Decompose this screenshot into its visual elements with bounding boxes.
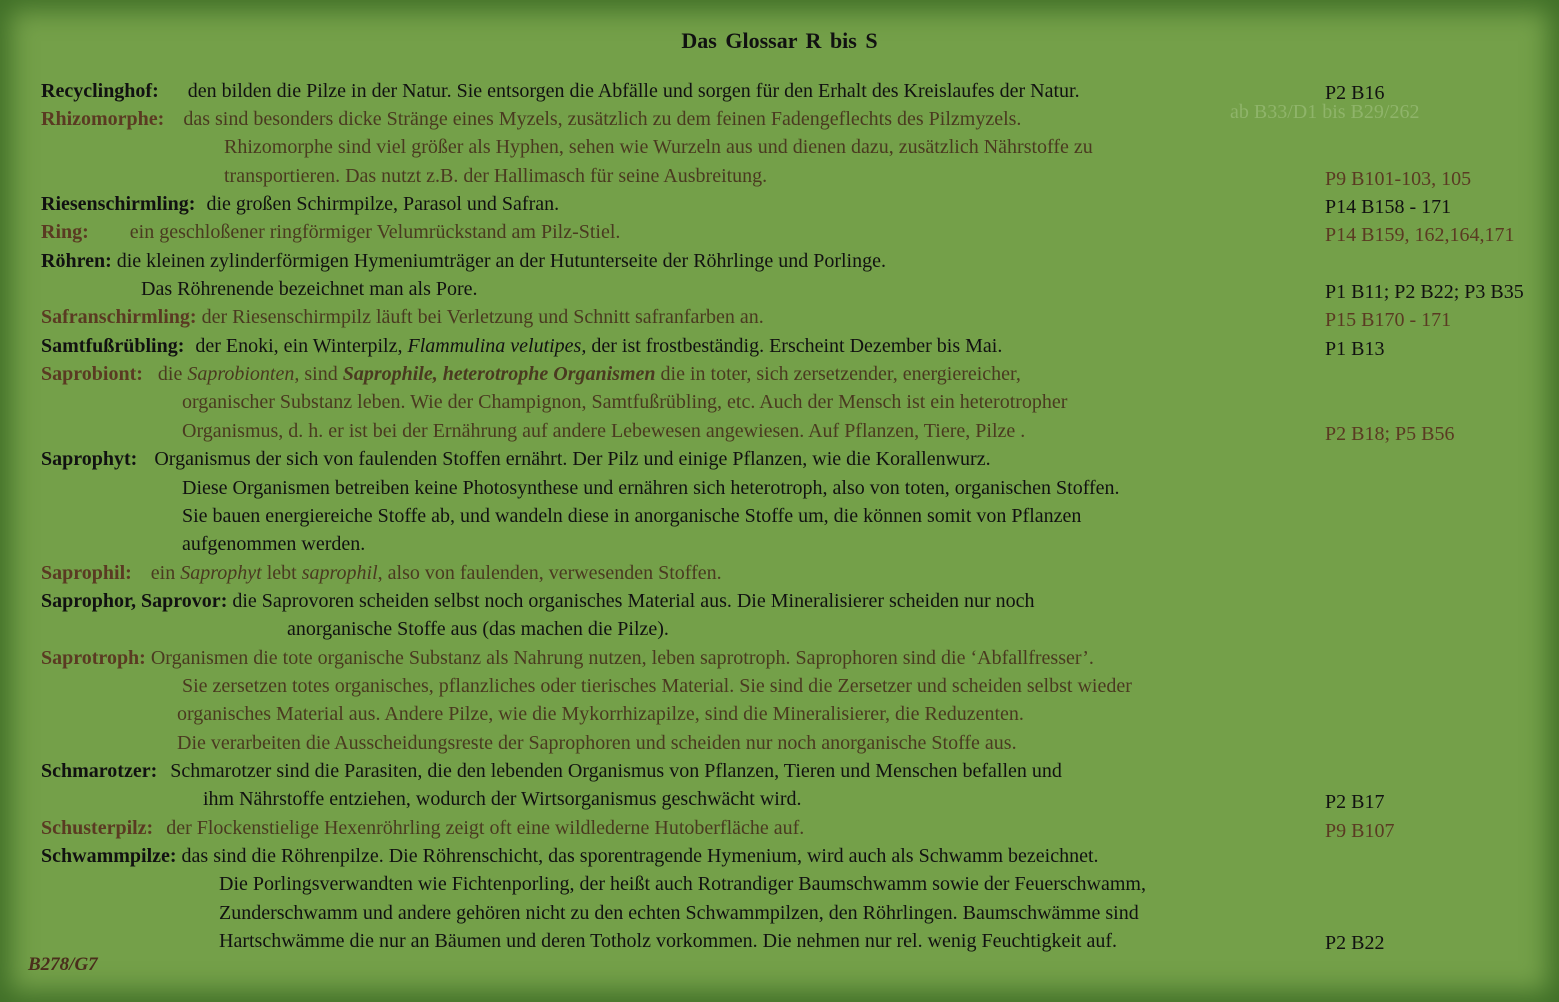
definition-text: die Saprobionten, sind Saprophile, heterotrophe Organismen die in toter, sich zersetzender, energiereicher, xyxy=(157,363,1021,385)
reference: P14 B158 - 171 xyxy=(1325,196,1452,218)
definition-text: der Flockenstielige Hexenröhrling zeigt oft eine wildlederne Hutoberfläche auf. xyxy=(166,817,805,839)
definition-continuation: Diese Organismen betreiben keine Photosynthese und ernähren sich heterotroph, also von toten, organischen Stoffen. xyxy=(182,477,1120,499)
glossary-entry-recyclinghof xyxy=(41,80,1080,103)
term-label: Rhizomorphe: xyxy=(41,108,165,130)
page-title: Das Glossar R bis S xyxy=(681,28,878,53)
definition-continuation: Rhizomorphe sind viel größer als Hyphen, sehen wie Wurzeln aus und dienen dazu, zusätzlich Nährstoffe zu xyxy=(224,136,1093,158)
glossary-entry-saprophor xyxy=(41,590,1035,613)
definition-continuation: organisches Material aus. Andere Pilze, wie die Mykorrhizapilze, sind die Mineralisierer, die Reduzenten. xyxy=(177,703,1024,725)
term-label: Safranschirmling: xyxy=(41,306,197,328)
reference: P2 B16 xyxy=(1325,82,1385,104)
reference: P1 B11; P2 B22; P3 B35 xyxy=(1325,281,1524,303)
definition-continuation: Zunderschwamm und andere gehören nicht zu den echten Schwammpilzen, den Röhrlingen. Baumschwämme sind xyxy=(219,902,1139,924)
definition-continuation: Organismus, d. h. er ist bei der Ernährung auf andere Lebewesen angewiesen. Auf Pflanzen, Tiere, Pilze . xyxy=(182,420,1026,442)
definition-text: ein Saprophyt lebt saprophil, also von faulenden, verwesenden Stoffen. xyxy=(150,562,722,584)
term-label: Ring: xyxy=(41,221,89,243)
definition-text: ein geschloßener ringförmiger Velumrückstand am Pilz-Stiel. xyxy=(129,221,621,243)
glossary-entry-schwammpilze xyxy=(41,845,1099,868)
glossary-entry-roehren xyxy=(41,250,886,273)
definition-continuation: organischer Substanz leben. Wie der Champignon, Samtfußrübling, etc. Auch der Mensch ist ein heterotropher xyxy=(182,391,1068,413)
definition-continuation: Sie bauen energiereiche Stoffe ab, und wandeln diese in anorganische Stoffe um, die können somit von Pflanzen xyxy=(182,505,1082,527)
glossary-entry-samtfussruebling xyxy=(41,335,1002,358)
definition-text: die kleinen zylinderförmigen Hymeniumträger an der Hutunterseite der Röhrlinge und Porlinge. xyxy=(116,250,886,272)
definition-continuation: Hartschwämme die nur an Bäumen und deren Totholz vorkommen. Die nehmen nur rel. wenig Feuchtigkeit auf. xyxy=(219,930,1117,952)
term-label: Schwammpilze: xyxy=(41,845,177,867)
reference: P15 B170 - 171 xyxy=(1325,309,1452,331)
definition-text: der Riesenschirmpilz läuft bei Verletzung und Schnitt safranfarben an. xyxy=(201,306,764,328)
definition-continuation: ihm Nährstoffe entziehen, wodurch der Wirtsorganismus geschwächt wird. xyxy=(203,788,802,810)
term-label: Schusterpilz: xyxy=(41,817,154,839)
definition-text: das sind die Röhrenpilze. Die Röhrenschicht, das sporentragende Hymenium, wird auch als Schwamm bezeichnet. xyxy=(181,845,1099,867)
footer-page-code: B278/G7 xyxy=(28,954,98,975)
term-label: Saprobiont: xyxy=(41,363,143,385)
glossary-entry-riesenschirmling xyxy=(41,193,559,216)
glossary-entry-saprotroph xyxy=(41,647,1094,670)
term-label: Saprophyt: xyxy=(41,448,138,470)
definition-text: die großen Schirmpilze, Parasol und Safran. xyxy=(206,193,560,215)
definition-text: Organismus der sich von faulenden Stoffen ernährt. Der Pilz und einige Pflanzen, wie die Korallenwurz. xyxy=(154,448,991,470)
term-label: Röhren: xyxy=(41,250,112,272)
reference: P1 B13 xyxy=(1325,338,1385,360)
glossary-entry-saprobiont xyxy=(41,363,1021,386)
term-label: Saprophil: xyxy=(41,562,132,584)
term-label: Schmarotzer: xyxy=(41,760,158,782)
definition-continuation: transportieren. Das nutzt z.B. der Hallimasch für seine Ausbreitung. xyxy=(224,165,768,187)
definition-text: den bilden die Pilze in der Natur. Sie entsorgen die Abfälle und sorgen für den Erhalt des Kreislaufes der Natur. xyxy=(187,80,1080,102)
reference: P9 B101-103, 105 xyxy=(1325,168,1472,190)
glossary-entry-ring xyxy=(41,221,620,244)
reference: P14 B159, 162,164,171 xyxy=(1325,224,1515,246)
definition-continuation: anorganische Stoffe aus (das machen die Pilze). xyxy=(287,618,669,640)
definition-text: Organismen die tote organische Substanz als Nahrung nutzen, leben saprotroph. Saprophoren sind die ‘Abfallfresser’. xyxy=(150,647,1094,669)
reference: P2 B17 xyxy=(1325,791,1385,813)
glossary-entry-saprophyt xyxy=(41,448,991,471)
definition-continuation: Sie zersetzen totes organisches, pflanzliches oder tierisches Material. Sie sind die Zersetzer und scheiden selbst wieder xyxy=(182,675,1132,697)
definition-text: Schmarotzer sind die Parasiten, die den lebenden Organismus von Pflanzen, Tieren und Menschen befallen und xyxy=(170,760,1062,782)
definition-continuation: Die Porlingsverwandten wie Fichtenporling, der heißt auch Rotrandiger Baumschwamm sowie der Feuerschwamm, xyxy=(219,873,1146,895)
term-label: Saprotroph: xyxy=(41,647,146,669)
term-label: Samtfußrübling: xyxy=(41,335,185,357)
term-label: Saprophor, Saprovor: xyxy=(41,590,228,612)
glossary-entry-schusterpilz xyxy=(41,817,804,840)
definition-continuation: Die verarbeiten die Ausscheidungsreste der Saprophoren und scheiden nur noch anorganische Stoffe aus. xyxy=(177,732,1017,754)
term-label: Riesenschirmling: xyxy=(41,193,196,215)
definition-text: der Enoki, ein Winterpilz, Flammulina velutipes, der ist frostbeständig. Erscheint Dezember bis Mai. xyxy=(195,335,1003,357)
definition-continuation: Das Röhrenende bezeichnet man als Pore. xyxy=(141,278,478,300)
definition-continuation: aufgenommen werden. xyxy=(182,533,366,555)
faded-reference-text: ab B33/D1 bis B29/262 xyxy=(1230,101,1420,123)
reference: P9 B107 xyxy=(1325,820,1395,842)
reference: P2 B22 xyxy=(1325,932,1385,954)
definition-text: die Saprovoren scheiden selbst noch organisches Material aus. Die Mineralisierer scheiden nur noch xyxy=(232,590,1035,612)
latin-name: Flammulina velutipes, xyxy=(407,335,587,357)
reference: P2 B18; P5 B56 xyxy=(1325,423,1455,445)
glossary-entry-schmarotzer xyxy=(41,760,1062,783)
glossary-entry-safranschirmling xyxy=(41,306,764,329)
glossary-entry-saprophil xyxy=(41,562,722,585)
definition-text: das sind besonders dicke Stränge eines Myzels, zusätzlich zu dem feinen Fadengeflechts des Pilzmyzels. xyxy=(183,108,1022,130)
glossary-entry-rhizomorphe xyxy=(41,108,1021,131)
term-label: Recyclinghof: xyxy=(41,80,159,102)
